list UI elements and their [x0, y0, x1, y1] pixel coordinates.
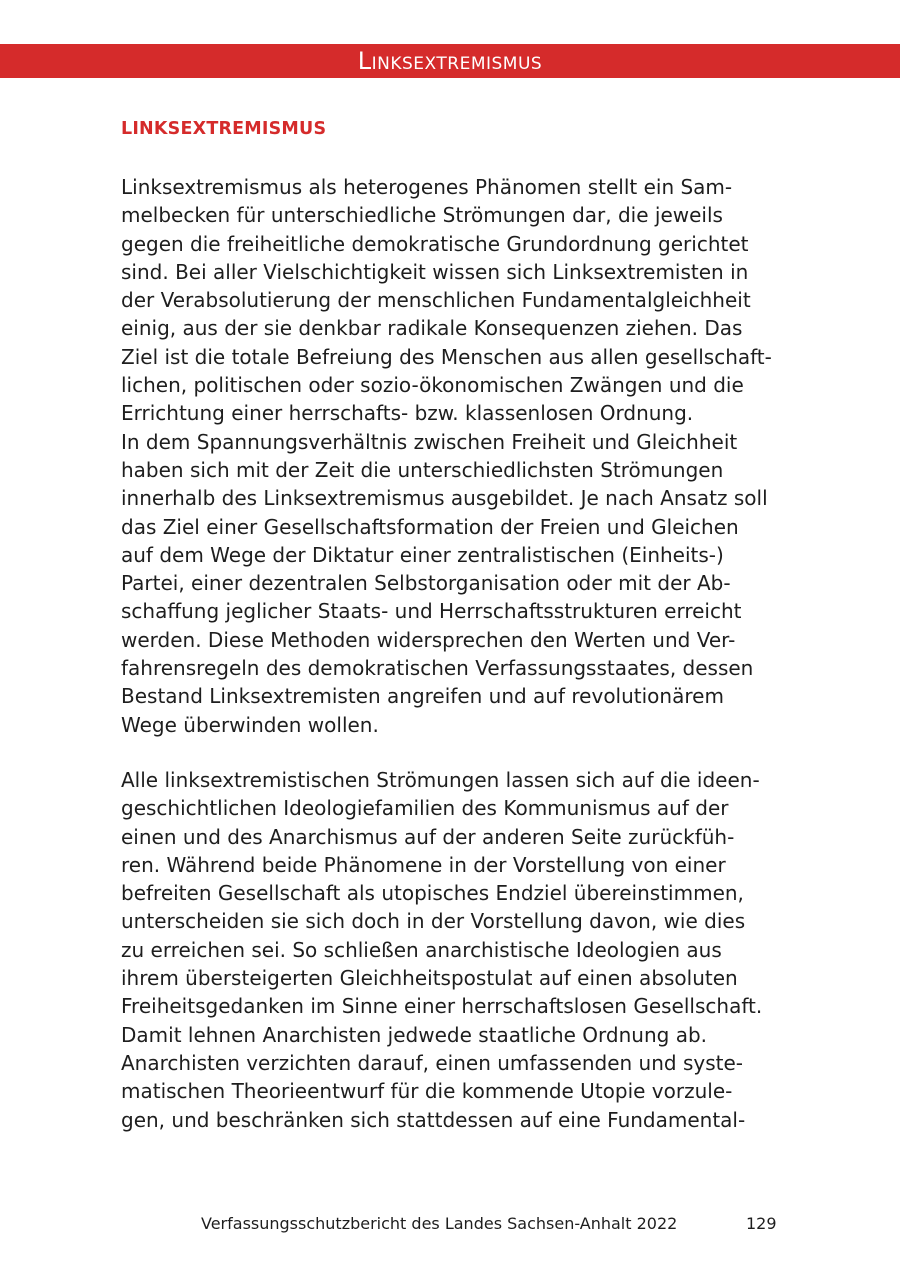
text-line: werden. Diese Methoden widersprechen den Werten und Ver-	[121, 627, 736, 652]
text-line: Errichtung einer herrschafts- bzw. klassenlosen Ordnung.	[121, 401, 694, 426]
text-line: Bestand Linksextremisten angreifen und auf revolutionärem	[121, 684, 724, 709]
text-line: melbecken für unterschiedliche Strömungen dar, die jeweils	[121, 203, 723, 228]
text-line: Partei, einer dezentralen Selbstorganisation oder mit der Ab-	[121, 571, 731, 596]
text-line: Alle linksextremistischen Strömungen lassen sich auf die ideen-	[121, 768, 760, 792]
section-heading: LINKSEXTREMISMUS	[121, 119, 327, 139]
text-line: auf dem Wege der Diktatur einer zentralistischen (Einheits-)	[121, 542, 724, 567]
text-line: Anarchisten verzichten darauf, einen umfassenden und syste-	[121, 1050, 743, 1075]
body-paragraph-1	[121, 173, 801, 739]
text-line: innerhalb des Linksextremismus ausgebildet. Je nach Ansatz soll	[121, 486, 768, 511]
footer-publication-title: Verfassungsschutzbericht des Landes Sachsen-Anhalt 2022	[201, 1214, 678, 1233]
chapter-title: Linksextremismus	[357, 47, 543, 75]
text-line: matischen Theorieentwurf für die kommende Utopie vorzule-	[121, 1079, 733, 1104]
text-line: fahrensregeln des demokratischen Verfassungsstaates, dessen	[121, 656, 754, 681]
text-line: ihrem übersteigerten Gleichheitspostulat auf einen absoluten	[121, 966, 738, 991]
text-line: der Verabsolutierung der menschlichen Fundamentalgleichheit	[121, 288, 751, 313]
text-line: zu erreichen sei. So schließen anarchistische Ideologien aus	[121, 937, 722, 962]
text-line: lichen, politischen oder sozio-ökonomischen Zwängen und die	[121, 373, 744, 398]
text-line: Freiheitsgedanken im Sinne einer herrschaftslosen Gesellschaft.	[121, 994, 763, 1019]
text-line: haben sich mit der Zeit die unterschiedlichsten Strömungen	[121, 457, 724, 482]
chapter-header-bar	[0, 44, 900, 78]
text-line: das Ziel einer Gesellschaftsformation der Freien und Gleichen	[121, 514, 739, 539]
text-line: In dem Spannungsverhältnis zwischen Freiheit und Gleichheit	[121, 429, 738, 454]
text-line: Damit lehnen Anarchisten jedwede staatliche Ordnung ab.	[121, 1022, 708, 1047]
text-line: gen, und beschränken sich stattdessen auf eine Fundamental-	[121, 1107, 746, 1132]
text-line: Ziel ist die totale Befreiung des Menschen aus allen gesellschaft-	[121, 344, 772, 369]
text-line: einig, aus der sie denkbar radikale Konsequenzen ziehen. Das	[121, 316, 743, 341]
text-line: ren. Während beide Phänomene in der Vorstellung von einer	[121, 852, 726, 877]
text-line: Wege überwinden wollen.	[121, 712, 379, 737]
text-line: schaffung jeglicher Staats- und Herrschaftsstrukturen erreicht	[121, 599, 742, 624]
body-paragraph-2	[121, 766, 801, 1134]
text-line: geschichtlichen Ideologiefamilien des Kommunismus auf der	[121, 796, 729, 821]
page-footer	[0, 1214, 900, 1238]
text-line: gegen die freiheitliche demokratische Grundordnung gerichtet	[121, 231, 749, 256]
text-line: sind. Bei aller Vielschichtigkeit wissen sich Linksextremisten in	[121, 259, 749, 284]
text-line: unterscheiden sie sich doch in der Vorstellung davon, wie dies	[121, 909, 746, 934]
page-number: 129	[746, 1214, 777, 1233]
text-line: befreiten Gesellschaft als utopisches Endziel übereinstimmen,	[121, 881, 744, 906]
text-line: Linksextremismus als heterogenes Phänomen stellt ein Sam-	[121, 175, 733, 199]
text-line: einen und des Anarchismus auf der anderen Seite zurückfüh-	[121, 824, 735, 849]
